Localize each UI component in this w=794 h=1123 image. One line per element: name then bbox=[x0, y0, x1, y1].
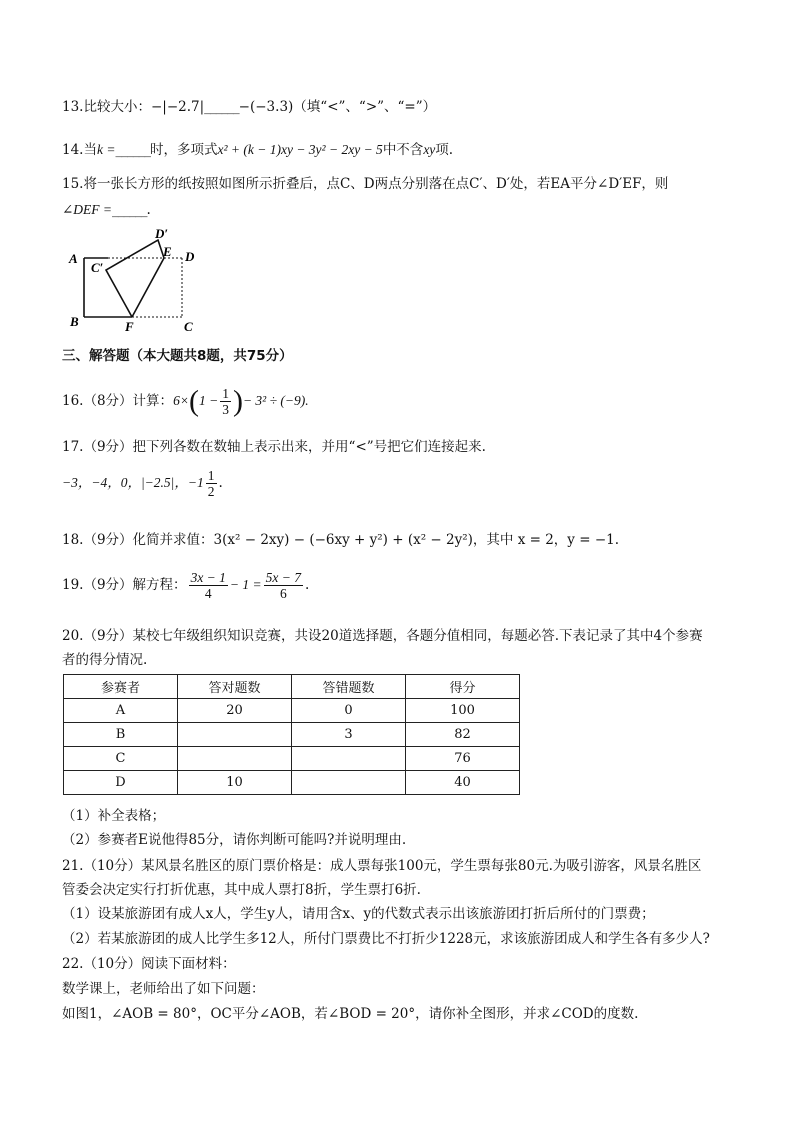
table-cell-blank[interactable] bbox=[292, 771, 406, 795]
question-15-line2 bbox=[62, 200, 151, 220]
q19-end: . bbox=[305, 577, 310, 593]
folded-flap bbox=[106, 240, 164, 317]
q15-angle: ∠DEF = bbox=[62, 202, 113, 217]
q17-frac-num: 1 bbox=[207, 468, 215, 483]
q14-polynomial: x² + (k − 1)xy − 3y² − 2xy − 5 bbox=[217, 142, 383, 157]
label-F: F bbox=[125, 319, 134, 334]
question-22-line1: 22.（10分）阅读下面材料： bbox=[62, 956, 236, 972]
question-20-line1: 20.（9分）某校七年级组织知识竞赛，共设20道选择题，各题分值相同，每题必答.下表记录了其中4个参赛 bbox=[62, 628, 703, 644]
section-3-title: 三、解答题（本大题共8题，共75分） bbox=[62, 348, 293, 364]
q19-label: 19.（9分）解方程： bbox=[62, 577, 187, 593]
table-cell: 82 bbox=[406, 723, 520, 747]
question-21-sub2: （2）若某旅游团的成人比学生多12人，所付门票费比不打折少1228元，求该旅游团成人和学生各有多少人? bbox=[62, 931, 710, 947]
q16-one: 1 − bbox=[198, 393, 219, 408]
label-C: C bbox=[184, 319, 193, 334]
table-cell-blank[interactable] bbox=[178, 723, 292, 747]
header-score: 得分 bbox=[406, 675, 520, 699]
folding-figure bbox=[62, 228, 212, 338]
q19-right-den: 6 bbox=[279, 586, 287, 601]
question-21-line2: 管委会决定实行打折优惠，其中成人票打8折，学生票打6折. bbox=[62, 882, 421, 898]
q13-text: 13.比较大小：−|−2.7| bbox=[62, 99, 205, 115]
label-E: E bbox=[163, 244, 172, 259]
label-C-prime: C′ bbox=[91, 260, 104, 275]
label-B: B bbox=[70, 314, 79, 329]
table-cell-blank[interactable] bbox=[178, 747, 292, 771]
q15-answer-blank[interactable]: ______ bbox=[112, 202, 147, 218]
table-row bbox=[64, 771, 520, 795]
question-13 bbox=[62, 97, 436, 117]
q17-numbers: −3，−4，0，|−2.5|，−1 bbox=[62, 475, 204, 490]
q14-variable: k = bbox=[96, 142, 116, 157]
score-table bbox=[63, 674, 520, 795]
label-A: A bbox=[69, 251, 78, 266]
q14-answer-blank[interactable]: ______ bbox=[115, 142, 150, 158]
q19-right-num: 5x − 7 bbox=[265, 570, 302, 585]
q13-suffix: −(−3.3)（填“<”、“>”、“=”） bbox=[238, 99, 437, 115]
table-header-row bbox=[64, 675, 520, 699]
question-20-line2: 者的得分情况. bbox=[62, 652, 148, 668]
table-row bbox=[64, 699, 520, 723]
q16-fraction bbox=[220, 386, 231, 417]
q19-left-den: 4 bbox=[204, 586, 212, 601]
question-16 bbox=[62, 384, 309, 418]
header-wrong: 答错题数 bbox=[292, 675, 406, 699]
table-cell: 20 bbox=[178, 699, 292, 723]
table-cell-blank[interactable] bbox=[292, 747, 406, 771]
q16-frac-den: 3 bbox=[222, 402, 229, 417]
question-21-sub1: （1）设某旅游团有成人x人，学生y人，请用含x、y的代数式表示出该旅游团打折后所付的门票费； bbox=[62, 906, 655, 922]
q17-fraction bbox=[206, 468, 217, 499]
question-19 bbox=[62, 568, 309, 602]
q17-end: . bbox=[218, 475, 223, 491]
question-14 bbox=[62, 140, 453, 160]
question-17: 17.（9分）把下列各数在数轴上表示出来，并用“<”号把它们连接起来. bbox=[62, 439, 486, 455]
header-correct: 答对题数 bbox=[178, 675, 292, 699]
table-row bbox=[64, 723, 520, 747]
q15-end: . bbox=[146, 202, 151, 218]
header-participant: 参赛者 bbox=[64, 675, 178, 699]
table-cell: 3 bbox=[292, 723, 406, 747]
table-cell: 40 bbox=[406, 771, 520, 795]
question-22-line2: 数学课上，老师给出了如下问题： bbox=[62, 981, 265, 997]
table-cell: 100 bbox=[406, 699, 520, 723]
table-cell: D bbox=[64, 771, 178, 795]
table-cell: A bbox=[64, 699, 178, 723]
q14-suffix: 中不含 bbox=[382, 142, 424, 158]
q19-right-fraction bbox=[264, 570, 303, 601]
question-20-sub2: （2）参赛者E说他得85分，请你判断可能吗?并说明理由. bbox=[62, 832, 407, 848]
question-22-line3: 如图1，∠AOB = 80°，OC平分∠AOB，若∠BOD = 20°，请你补全图形，并求∠COD的度数. bbox=[62, 1006, 639, 1022]
open-paren: ( bbox=[188, 384, 199, 418]
table-cell: 76 bbox=[406, 747, 520, 771]
q19-mid: − 1 = bbox=[229, 577, 262, 592]
q16-frac-num: 1 bbox=[222, 386, 229, 401]
q13-answer-blank[interactable]: ______ bbox=[204, 99, 239, 115]
table-cell: 10 bbox=[178, 771, 292, 795]
q16-label: 16.（8分）计算： bbox=[62, 393, 174, 409]
question-18: 18.（9分）化简并求值：3(x² − 2xy) − (−6xy + y²) + (x² − 2y²)，其中 x = 2，y = −1. bbox=[62, 532, 620, 548]
question-20-sub1: （1）补全表格； bbox=[62, 808, 166, 824]
question-15-line1 bbox=[62, 174, 668, 194]
q14-mid: 时，多项式 bbox=[149, 142, 218, 158]
close-paren: ) bbox=[232, 384, 243, 418]
label-D-prime: D′ bbox=[155, 228, 169, 241]
q15-text: 15.将一张长方形的纸按照如图所示折叠后，点C、D两点分别落在点C′、D′处，若EA平分∠D′EF，则 bbox=[62, 176, 669, 192]
q17-frac-den: 2 bbox=[207, 484, 215, 499]
table-row bbox=[64, 747, 520, 771]
q19-left-fraction bbox=[189, 570, 228, 601]
q19-left-num: 3x − 1 bbox=[190, 570, 226, 585]
q14-term: xy bbox=[423, 142, 436, 157]
question-17-numbers bbox=[62, 466, 223, 500]
q16-post: − 3² ÷ (−9). bbox=[242, 393, 309, 408]
table-cell: 0 bbox=[292, 699, 406, 723]
table-cell: C bbox=[64, 747, 178, 771]
q16-pre: 6× bbox=[173, 393, 189, 408]
label-D: D bbox=[185, 249, 195, 264]
table-cell: B bbox=[64, 723, 178, 747]
q14-end: 项. bbox=[435, 142, 454, 158]
q14-prefix: 14.当 bbox=[62, 142, 97, 158]
question-21-line1: 21.（10分）某风景名胜区的原门票价格是：成人票每张100元，学生票每张80元.为吸引游客，风景名胜区 bbox=[62, 858, 702, 874]
